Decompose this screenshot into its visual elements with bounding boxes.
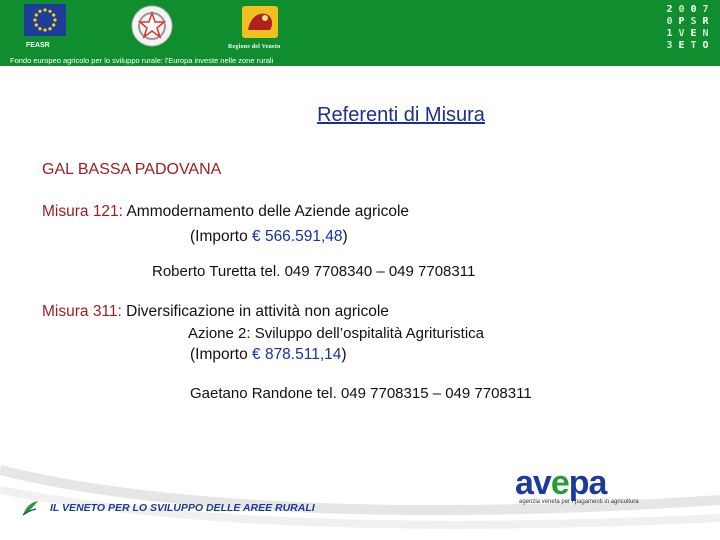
footer-slogan: IL VENETO PER LO SVILUPPO DELLE AREE RURALI <box>50 502 315 514</box>
psr-cell: O <box>702 40 709 51</box>
psr-cell: T <box>690 40 697 51</box>
avepa-logo <box>515 464 639 510</box>
measure-name: Ammodernamento delle Aziende agricole <box>126 203 410 220</box>
veneto-leaf-icon <box>20 498 40 518</box>
psr-cell: E <box>690 28 697 39</box>
regione-veneto-lion-icon <box>240 4 280 40</box>
eu-flag-icon <box>24 4 66 36</box>
psr-cell: E <box>678 40 685 51</box>
psr-cell: V <box>678 28 685 39</box>
measure-code: Misura 311: <box>42 303 122 320</box>
amount-open: (Importo <box>190 228 253 245</box>
measure-311-contact: Gaetano Randone tel. 049 7708315 – 049 7708311 <box>190 385 532 402</box>
psr-cell: R <box>702 16 709 27</box>
measure-code: Misura 121: <box>42 203 123 220</box>
amount-value: € 878.511,14 <box>252 346 342 363</box>
psr-cell: 0 <box>678 4 685 15</box>
psr-row <box>664 4 714 15</box>
psr-2007-2013-logo <box>664 4 714 52</box>
psr-cell: 3 <box>666 40 673 51</box>
avepa-part: pa <box>568 464 607 502</box>
measure-311-heading <box>42 303 389 321</box>
avepa-euro-e: e <box>550 464 569 502</box>
regione-label: Regione del Veneto <box>228 44 281 50</box>
amount-open: (Importo <box>190 346 253 363</box>
psr-cell: 2 <box>666 4 673 15</box>
psr-row <box>664 28 714 39</box>
header-band <box>0 0 720 66</box>
measure-121-heading <box>42 203 409 221</box>
measure-121-contact: Roberto Turetta tel. 049 7708340 – 049 7708311 <box>152 263 476 280</box>
psr-cell: 0 <box>690 4 697 15</box>
italian-emblem-icon <box>130 4 174 48</box>
measure-311-action: Azione 2: Sviluppo dell’ospitalità Agrituristica <box>188 325 484 342</box>
psr-row <box>664 40 714 51</box>
psr-cell: N <box>702 28 709 39</box>
avepa-wordmark <box>515 466 635 500</box>
feasr-label: FEASR <box>26 42 50 49</box>
measure-name: Diversificazione in attività non agricole <box>126 303 389 320</box>
amount-close: ) <box>342 228 348 245</box>
measure-121-amount <box>190 228 348 246</box>
psr-cell: S <box>690 16 697 27</box>
psr-cell: P <box>678 16 685 27</box>
psr-cell: 1 <box>666 28 673 39</box>
psr-cell: 7 <box>702 4 709 15</box>
gal-name: GAL BASSA PADOVANA <box>42 161 222 178</box>
amount-value: € 566.591,48 <box>252 228 343 245</box>
measure-311-amount <box>190 346 347 364</box>
amount-close: ) <box>341 346 347 363</box>
psr-cell: 0 <box>666 16 673 27</box>
psr-row <box>664 16 714 27</box>
page-title: Referenti di Misura <box>317 104 485 126</box>
header-caption: Fondo europeo agricolo per lo sviluppo rurale: l'Europa investe nelle zone rurali <box>10 56 274 65</box>
avepa-part: av <box>515 464 551 502</box>
avepa-subtitle: agenzia veneta per i pagamenti in agricoltura <box>519 499 639 505</box>
